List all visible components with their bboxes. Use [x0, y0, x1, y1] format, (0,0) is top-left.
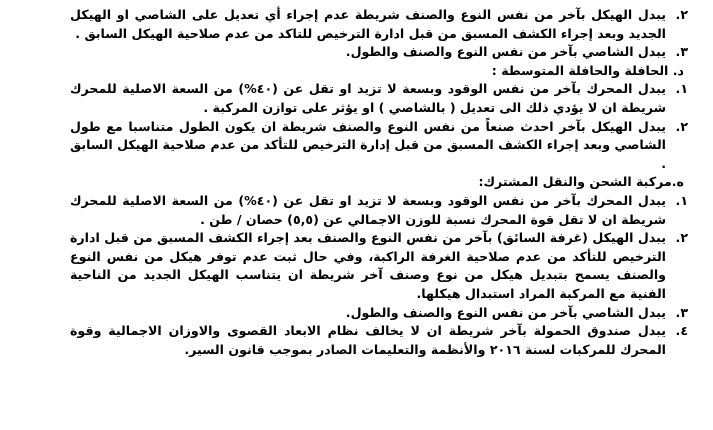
item-text: يبدل المحرك بآخر من نفس الوقود وبسعة لا تزيد او تقل عن (٤٠%) من السعة الاصلية للمحرك شريطة ان لا يؤدي ذلك الى تعديل ( بالشاصي ) او يؤثر على توازن المركبة .	[70, 81, 667, 115]
item-number: ٢.	[675, 230, 688, 246]
list-item	[70, 192, 688, 229]
list-item	[70, 80, 688, 117]
item-number: ٢.	[675, 7, 688, 22]
document-page	[70, 6, 688, 359]
item-text: يبدل الهيكل بآخر من نفس النوع والصنف شريطة عدم إجراء أي تعديل على الشاصي او الهيكل الجديد وبعد إجراء الكشف المسبق من قبل ادارة الترخيص للتاكد من عدم صلاحية الهيكل السابق .	[70, 7, 666, 41]
list-item	[70, 304, 688, 323]
list-item	[70, 118, 688, 174]
section-heading-bus: د. الحافلة والحافلة المتوسطة :	[491, 62, 684, 78]
list-item	[70, 322, 688, 359]
item-number: ١.	[675, 81, 688, 97]
item-text: يبدل الهيكل بآخر احدث صنعاً من نفس النوع والصنف شريطة ان يكون الطول متناسبا مع طول الشاصي وبعد إجراء الكشف المسبق من قبل إدارة الترخيص للتأكد من عدم صلاحية الهيكل السابق .	[70, 118, 666, 171]
item-text: يبدل الشاصي بآخر من نفس النوع والصنف والطول.	[345, 304, 666, 320]
item-text: يبدل المحرك بآخر من نفس الوقود وبسعة لا تزيد او تقل عن (٤٠%) من السعة الاصلية للمحرك شريطة ان لا تقل قوة المحرك نسبة للوزن الاجمالي عن (٥,٥) حصان / طن .	[70, 192, 667, 227]
item-number: ٣.	[675, 304, 688, 320]
item-number: ٢.	[675, 118, 688, 134]
list-item	[70, 6, 688, 43]
item-text: يبدل الشاصي بآخر من نفس النوع والصنف والطول.	[345, 44, 666, 60]
section-heading-freight: ه.مركبة الشحن والنقل المشترك:	[478, 174, 684, 190]
item-text: يبدل صندوق الحمولة بآخر شريطة ان لا يخالف نظام الابعاد القصوى والاوزان الاجمالية وقوة المحرك للمركبات لسنة ٢٠١٦ والأنظمة والتعليمات الصادر بموجب قانون السير.	[70, 323, 666, 357]
list-item	[70, 229, 688, 303]
item-text: يبدل الهيكل (غرفة السائق) بآخر من نفس النوع والصنف بعد إجراء الكشف المسبق من قبل ادارة الترخيص للتأكد من عدم صلاحية الغرفة الراكبة، وفي حال ثبت عدم توفر هيكل من نفس النوع والصنف يسمح بتبديل هيكل من نوع وصنف آخر شريطة ان يتناسب الهيكل الجديد من الناحية الفنية مع المركبة المراد استبدال هيكلها.	[70, 230, 666, 301]
item-number: ٣.	[675, 44, 688, 60]
item-number: ٤.	[675, 323, 688, 339]
list-item	[70, 43, 688, 62]
item-number: ١.	[675, 192, 688, 208]
